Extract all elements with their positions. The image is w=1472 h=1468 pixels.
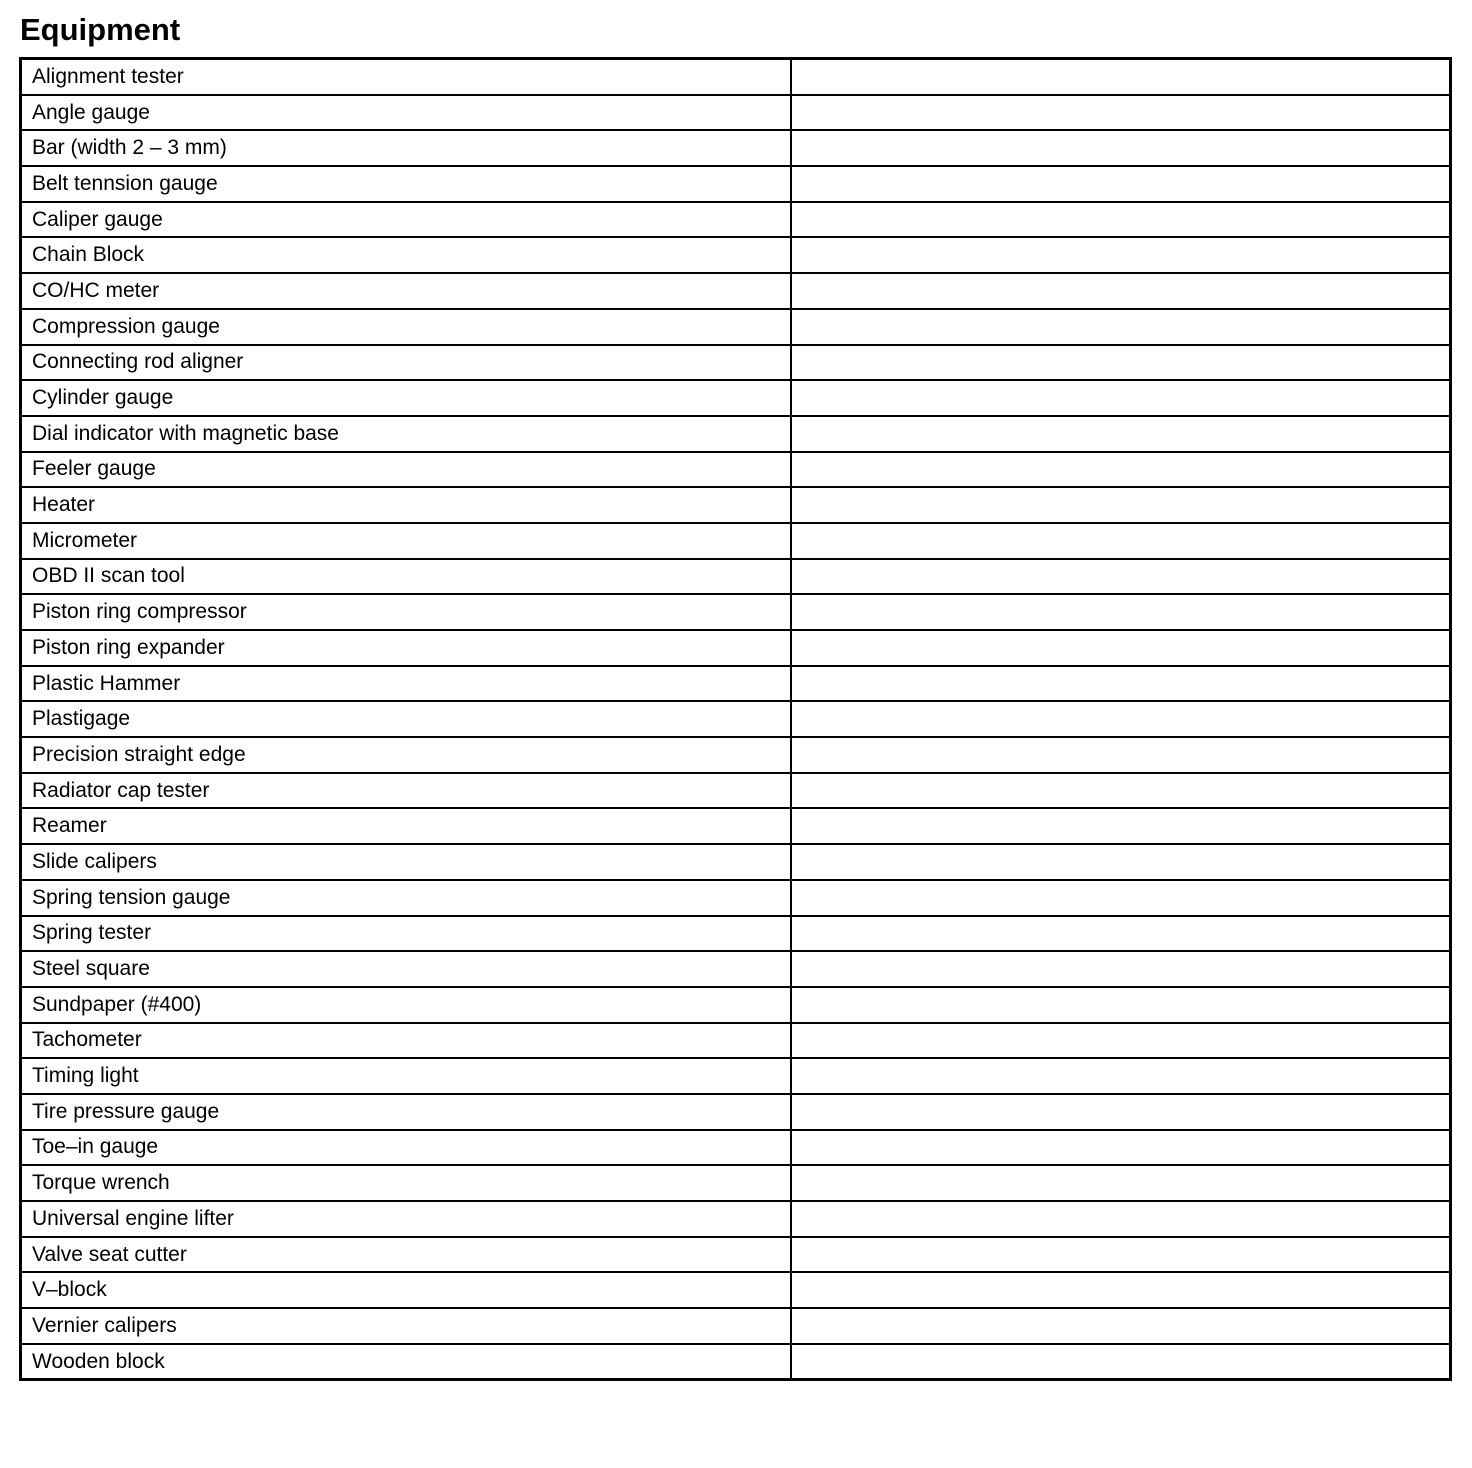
table-row (21, 844, 1451, 880)
table-row (21, 559, 1451, 595)
blank-cell (791, 737, 1451, 773)
blank-cell (791, 1272, 1451, 1308)
blank-cell (791, 1237, 1451, 1273)
blank-cell (791, 630, 1451, 666)
blank-cell (791, 773, 1451, 809)
blank-cell (791, 594, 1451, 630)
table-row (21, 1023, 1451, 1059)
equipment-name-cell: Vernier calipers (21, 1308, 791, 1344)
blank-cell (791, 416, 1451, 452)
table-row (21, 345, 1451, 381)
table-row (21, 1237, 1451, 1273)
table-row (21, 701, 1451, 737)
equipment-name-cell: Timing light (21, 1058, 791, 1094)
equipment-name-cell: Cylinder gauge (21, 380, 791, 416)
equipment-name-cell: Radiator cap tester (21, 773, 791, 809)
blank-cell (791, 808, 1451, 844)
blank-cell (791, 237, 1451, 273)
table-row (21, 880, 1451, 916)
blank-cell (791, 1165, 1451, 1201)
table-row (21, 237, 1451, 273)
blank-cell (791, 916, 1451, 952)
table-row (21, 737, 1451, 773)
table-row (21, 273, 1451, 309)
blank-cell (791, 487, 1451, 523)
equipment-name-cell: Belt tennsion gauge (21, 166, 791, 202)
table-row (21, 487, 1451, 523)
equipment-name-cell: Wooden block (21, 1344, 791, 1380)
equipment-name-cell: Dial indicator with magnetic base (21, 416, 791, 452)
equipment-name-cell: Piston ring expander (21, 630, 791, 666)
equipment-name-cell: Precision straight edge (21, 737, 791, 773)
table-row (21, 1308, 1451, 1344)
blank-cell (791, 202, 1451, 238)
blank-cell (791, 309, 1451, 345)
table-row (21, 416, 1451, 452)
blank-cell (791, 130, 1451, 166)
blank-cell (791, 273, 1451, 309)
equipment-name-cell: Spring tester (21, 916, 791, 952)
equipment-name-cell: Piston ring compressor (21, 594, 791, 630)
equipment-name-cell: CO/HC meter (21, 273, 791, 309)
table-row (21, 380, 1451, 416)
equipment-name-cell: Plastigage (21, 701, 791, 737)
equipment-name-cell: Caliper gauge (21, 202, 791, 238)
blank-cell (791, 1094, 1451, 1130)
table-row (21, 166, 1451, 202)
table-row (21, 594, 1451, 630)
table-row (21, 1344, 1451, 1380)
blank-cell (791, 844, 1451, 880)
equipment-name-cell: Connecting rod aligner (21, 345, 791, 381)
blank-cell (791, 1308, 1451, 1344)
blank-cell (791, 345, 1451, 381)
table-row (21, 773, 1451, 809)
blank-cell (791, 951, 1451, 987)
blank-cell (791, 1201, 1451, 1237)
blank-cell (791, 559, 1451, 595)
table-row (21, 1165, 1451, 1201)
equipment-name-cell: Toe–in gauge (21, 1130, 791, 1166)
page-title: Equipment (20, 12, 181, 47)
equipment-name-cell: OBD II scan tool (21, 559, 791, 595)
equipment-name-cell: Bar (width 2 – 3 mm) (21, 130, 791, 166)
table-row (21, 808, 1451, 844)
equipment-name-cell: Angle gauge (21, 95, 791, 131)
equipment-name-cell: Tachometer (21, 1023, 791, 1059)
equipment-name-cell: Feeler gauge (21, 452, 791, 488)
table-row (21, 951, 1451, 987)
table-row (21, 1130, 1451, 1166)
blank-cell (791, 95, 1451, 131)
equipment-name-cell: Slide calipers (21, 844, 791, 880)
blank-cell (791, 1130, 1451, 1166)
equipment-table-body (21, 59, 1451, 1380)
table-row (21, 987, 1451, 1023)
table-row (21, 1094, 1451, 1130)
equipment-name-cell: Valve seat cutter (21, 1237, 791, 1273)
equipment-name-cell: Torque wrench (21, 1165, 791, 1201)
blank-cell (791, 380, 1451, 416)
table-row (21, 523, 1451, 559)
equipment-name-cell: Sundpaper (#400) (21, 987, 791, 1023)
table-row (21, 1058, 1451, 1094)
table-row (21, 452, 1451, 488)
blank-cell (791, 1344, 1451, 1380)
equipment-name-cell: Heater (21, 487, 791, 523)
equipment-name-cell: Universal engine lifter (21, 1201, 791, 1237)
blank-cell (791, 987, 1451, 1023)
equipment-table (19, 57, 1452, 1381)
table-row (21, 666, 1451, 702)
table-row (21, 59, 1451, 95)
equipment-name-cell: Reamer (21, 808, 791, 844)
table-row (21, 309, 1451, 345)
table-row (21, 1201, 1451, 1237)
blank-cell (791, 523, 1451, 559)
table-row (21, 202, 1451, 238)
table-row (21, 916, 1451, 952)
equipment-name-cell: Micrometer (21, 523, 791, 559)
equipment-name-cell: Plastic Hammer (21, 666, 791, 702)
equipment-name-cell: Steel square (21, 951, 791, 987)
blank-cell (791, 166, 1451, 202)
blank-cell (791, 701, 1451, 737)
table-row (21, 1272, 1451, 1308)
equipment-name-cell: Alignment tester (21, 59, 791, 95)
blank-cell (791, 452, 1451, 488)
blank-cell (791, 666, 1451, 702)
table-row (21, 95, 1451, 131)
equipment-name-cell: Chain Block (21, 237, 791, 273)
equipment-name-cell: Compression gauge (21, 309, 791, 345)
equipment-name-cell: V–block (21, 1272, 791, 1308)
table-row (21, 630, 1451, 666)
table-row (21, 130, 1451, 166)
equipment-name-cell: Tire pressure gauge (21, 1094, 791, 1130)
blank-cell (791, 59, 1451, 95)
blank-cell (791, 1058, 1451, 1094)
blank-cell (791, 880, 1451, 916)
blank-cell (791, 1023, 1451, 1059)
equipment-name-cell: Spring tension gauge (21, 880, 791, 916)
